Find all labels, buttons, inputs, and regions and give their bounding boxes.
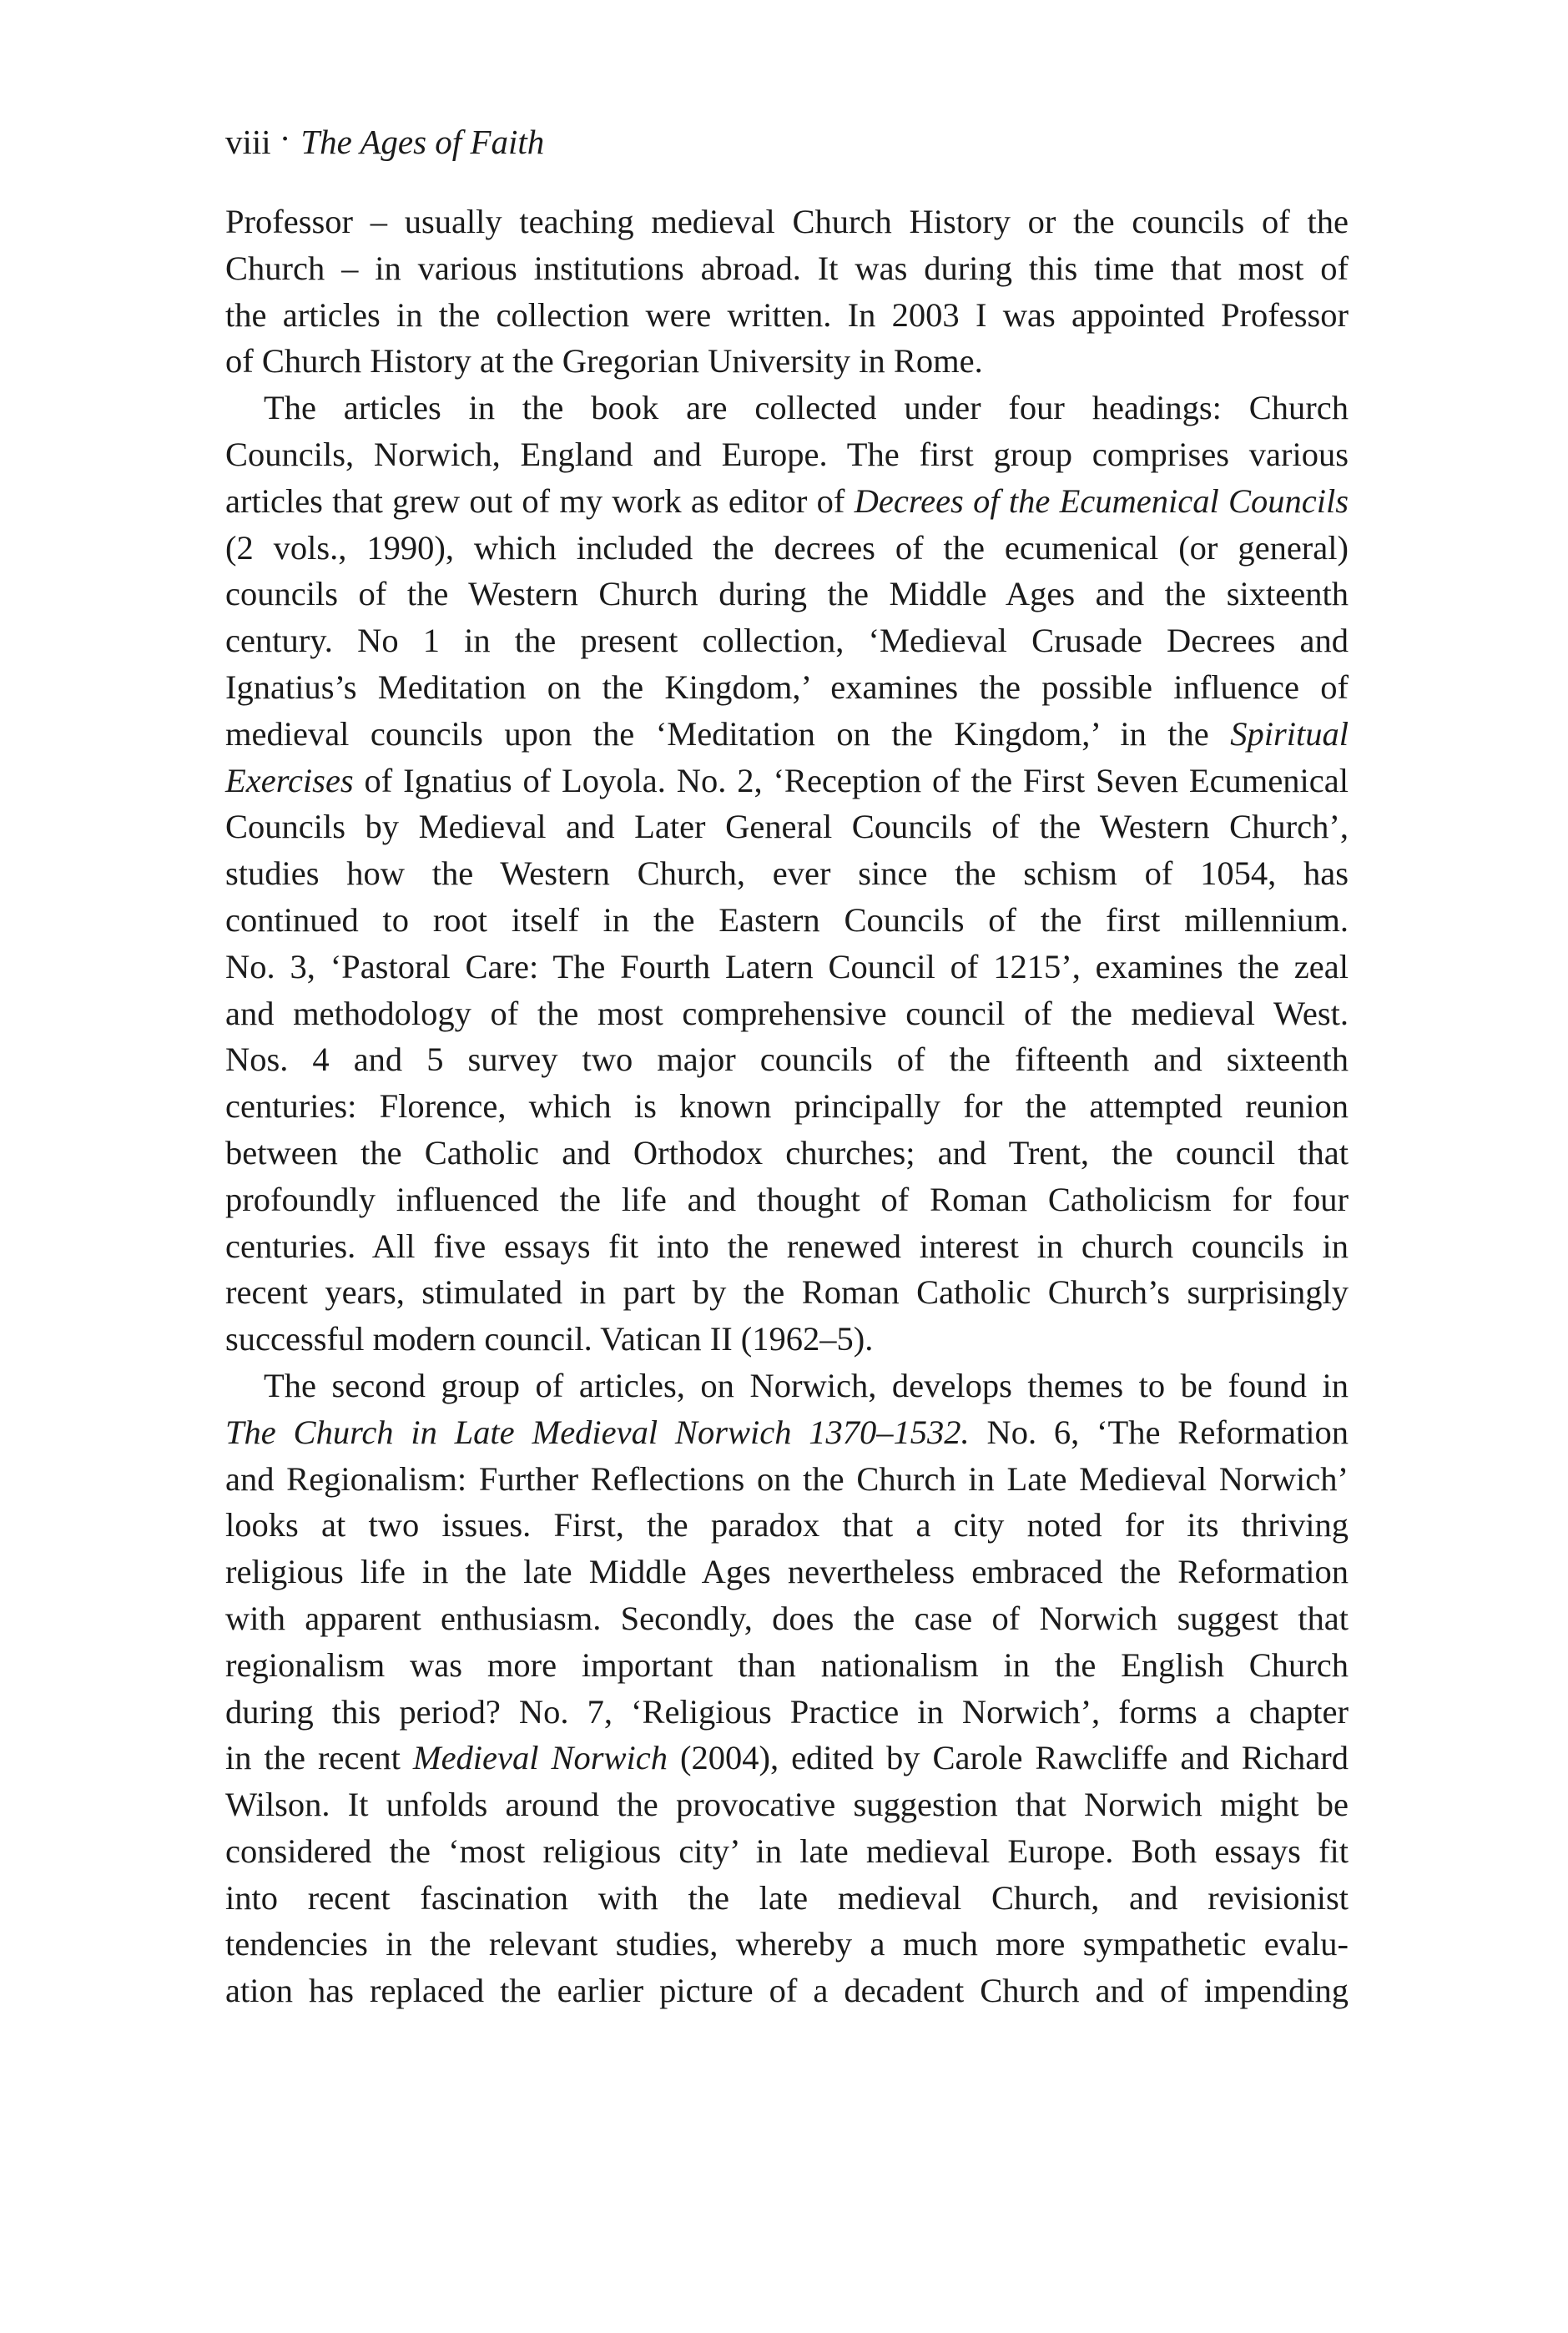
text-run: Ignatius’s Meditation on the Kingdom,’ examines the possible influence of bbox=[225, 668, 1349, 706]
text-line bbox=[225, 478, 1349, 525]
text-line bbox=[225, 1549, 1349, 1595]
text-run: continued to root itself in the Eastern Councils of the first millennium. bbox=[225, 900, 1349, 939]
text-line bbox=[225, 711, 1349, 758]
text-run: centuries: Florence, which is known principally for the attempted reunion bbox=[225, 1087, 1349, 1126]
text-run: centuries. All five essays fit into the renewed interest in church councils in bbox=[225, 1227, 1349, 1265]
text-run: considered the ‘most religious city’ in late medieval Europe. Both essays fit bbox=[225, 1832, 1349, 1870]
text-run: The articles in the book are collected under four headings: Church bbox=[264, 389, 1349, 427]
text-run: Professor – usually teaching medieval Church History or the councils of the bbox=[225, 203, 1349, 240]
text-run: profoundly influenced the life and thought of Roman Catholicism for four bbox=[225, 1180, 1349, 1218]
running-head-separator: · bbox=[279, 119, 291, 158]
text-run: No. 3, ‘Pastoral Care: The Fourth Latern Council of 1215’, examines the zeal bbox=[225, 947, 1349, 985]
text-run: Nos. 4 and 5 survey two major councils of the fifteenth and sixteenth bbox=[225, 1041, 1349, 1079]
text-line bbox=[225, 338, 1349, 385]
text-line bbox=[225, 199, 1349, 245]
text-run: regionalism was more important than nationalism in the English Church bbox=[225, 1645, 1349, 1684]
text-line bbox=[225, 1177, 1349, 1223]
text-run: (2 vols., 1990), which included the decrees of the ecumenical (or general) bbox=[225, 528, 1349, 567]
text-line bbox=[225, 850, 1349, 897]
text-line bbox=[225, 1409, 1349, 1456]
text-run: of Church History at the Gregorian University in Rome. bbox=[225, 342, 983, 380]
text-run: looks at two issues. First, the paradox that a city noted for its thriving bbox=[225, 1506, 1349, 1544]
text-run: studies how the Western Church, ever since the schism of 1054, has bbox=[225, 854, 1349, 893]
text-line bbox=[225, 1921, 1349, 1968]
text-run: during this period? No. 7, ‘Religious Practice in Norwich’, forms a chapter bbox=[225, 1692, 1349, 1731]
text-run: No. 6, ‘The Reformation bbox=[969, 1413, 1349, 1451]
text-run: recent years, stimulated in part by the Roman Catholic Church’s surprisingly bbox=[225, 1273, 1349, 1312]
text-line bbox=[225, 1735, 1349, 1781]
running-head-title: The Ages of Faith bbox=[300, 123, 545, 161]
text-line bbox=[225, 897, 1349, 944]
text-run: articles that grew out of my work as editor of bbox=[225, 481, 855, 520]
text-line bbox=[225, 1083, 1349, 1130]
text-run: tendencies in the relevant studies, whereby a much more sympathetic evalu- bbox=[225, 1925, 1349, 1963]
text-run: between the Catholic and Orthodox churches; and Trent, the council that bbox=[225, 1133, 1349, 1172]
text-line bbox=[225, 571, 1349, 617]
text-line bbox=[225, 617, 1349, 664]
body-text bbox=[225, 199, 1349, 2014]
text-line bbox=[225, 385, 1349, 431]
text-run: (2004), edited by Carole Rawcliffe and Richard bbox=[668, 1739, 1349, 1777]
text-run: Councils by Medieval and Later General Councils of the Western Church’, bbox=[225, 808, 1349, 846]
text-line bbox=[225, 804, 1349, 850]
italic-title-text: The Church in Late Medieval Norwich 1370–1532. bbox=[225, 1413, 970, 1451]
text-line bbox=[225, 1269, 1349, 1316]
text-run: and Regionalism: Further Reflections on the Church in Late Medieval Norwich’ bbox=[225, 1459, 1349, 1498]
text-line bbox=[225, 1316, 1349, 1363]
text-line bbox=[225, 1502, 1349, 1549]
text-line bbox=[225, 245, 1349, 292]
text-run: the articles in the collection were written. In 2003 I was appointed Professor bbox=[225, 295, 1349, 334]
text-run: with apparent enthusiasm. Secondly, does the case of Norwich suggest that bbox=[225, 1599, 1349, 1637]
italic-title-text: Spiritual bbox=[1230, 714, 1349, 753]
text-line bbox=[225, 1036, 1349, 1083]
text-line bbox=[225, 1689, 1349, 1736]
text-line bbox=[225, 1781, 1349, 1828]
text-line bbox=[225, 1875, 1349, 1922]
text-run: successful modern council. Vatican II (1962–5). bbox=[225, 1320, 874, 1358]
italic-title-text: Exercises bbox=[225, 761, 354, 799]
text-run: medieval councils upon the ‘Meditation on the Kingdom,’ in the bbox=[225, 714, 1231, 753]
text-run: religious life in the late Middle Ages nevertheless embraced the Reformation bbox=[225, 1553, 1349, 1591]
text-run: in the recent bbox=[225, 1739, 413, 1777]
text-run: Councils, Norwich, England and Europe. The first group comprises various bbox=[225, 435, 1349, 473]
text-line bbox=[225, 292, 1349, 339]
text-line bbox=[225, 990, 1349, 1037]
text-run: into recent fascination with the late medieval Church, and revisionist bbox=[225, 1878, 1349, 1917]
text-line bbox=[225, 1595, 1349, 1642]
text-line bbox=[225, 1968, 1349, 2014]
text-line bbox=[225, 525, 1349, 572]
text-run: century. No 1 in the present collection, ‘Medieval Crusade Decrees and bbox=[225, 622, 1349, 660]
text-run: and methodology of the most comprehensive council of the medieval West. bbox=[225, 994, 1349, 1032]
text-line bbox=[225, 1642, 1349, 1689]
text-run: councils of the Western Church during the Middle Ages and the sixteenth bbox=[225, 575, 1349, 613]
text-run: Wilson. It unfolds around the provocative suggestion that Norwich might be bbox=[225, 1786, 1349, 1824]
text-line bbox=[225, 1223, 1349, 1270]
text-line bbox=[225, 1363, 1349, 1409]
text-line bbox=[225, 431, 1349, 478]
text-run: of Ignatius of Loyola. No. 2, ‘Reception of the First Seven Ecumenical bbox=[353, 761, 1349, 799]
text-line bbox=[225, 1456, 1349, 1503]
italic-title-text: Decrees of the Ecumenical Councils bbox=[854, 481, 1349, 520]
folio-page-number: viii bbox=[225, 123, 271, 161]
text-line bbox=[225, 664, 1349, 711]
running-head bbox=[225, 117, 544, 167]
text-line bbox=[225, 944, 1349, 990]
text-run: The second group of articles, on Norwich, develops themes to be found in bbox=[264, 1366, 1349, 1404]
text-run: Church – in various institutions abroad. It was during this time that most of bbox=[225, 249, 1349, 287]
italic-title-text: Medieval Norwich bbox=[412, 1739, 668, 1777]
text-line bbox=[225, 1828, 1349, 1875]
text-line bbox=[225, 758, 1349, 804]
text-line bbox=[225, 1130, 1349, 1177]
text-run: ation has replaced the earlier picture of a decadent Church and of impending bbox=[225, 1972, 1349, 2010]
